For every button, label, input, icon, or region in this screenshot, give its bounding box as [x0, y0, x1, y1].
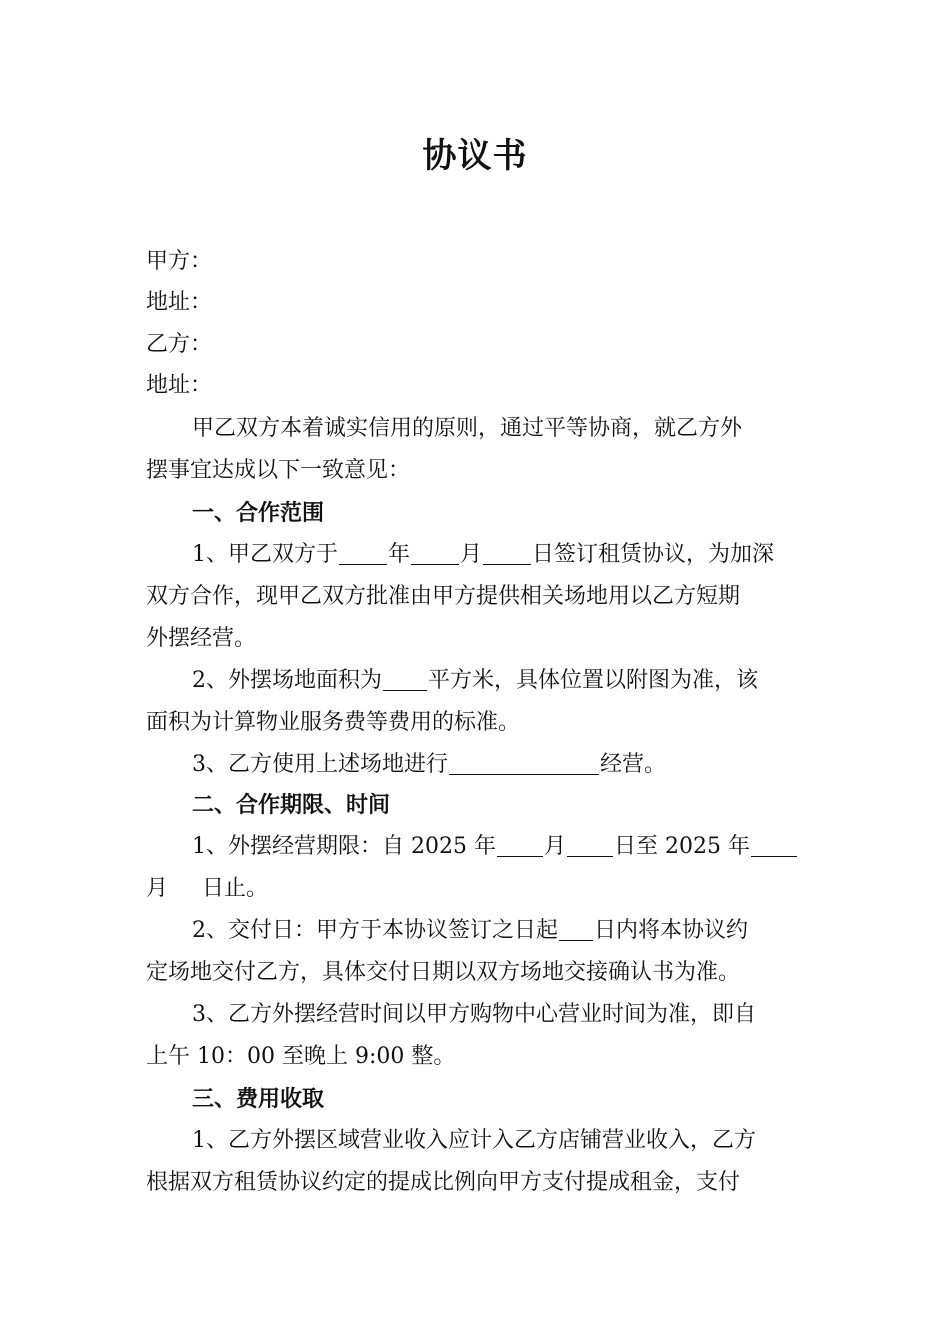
intro-line-1: 甲乙双方本着诚实信用的原则，通过平等协商，就乙方外 [192, 416, 743, 441]
blank-year [339, 542, 387, 565]
blank-start-month [497, 834, 543, 857]
s1-clause-1-line-3: 外摆经营。 [146, 626, 257, 651]
document-title: 协议书 [422, 136, 528, 176]
blank-start-day [567, 834, 613, 857]
blank-area [383, 668, 427, 691]
text-span: 经营。 [600, 752, 667, 777]
text-span: 月 [146, 876, 169, 901]
text-span: 平方米，具体位置以附图为准，该 [428, 668, 759, 693]
blank-month [411, 542, 459, 565]
section-2-heading: 二、合作期限、时间 [192, 792, 391, 818]
s2-clause-2-line-1 [192, 916, 806, 946]
s1-clause-1-line-1 [192, 540, 806, 570]
s1-clause-2-line-1 [192, 666, 806, 696]
text-span: 月 [460, 542, 483, 567]
text-span: 日至 2025 年 [614, 834, 750, 859]
s1-clause-3-line-1 [192, 750, 806, 780]
party-a-address-label: 地址： [146, 290, 213, 315]
party-b-label: 乙方： [146, 332, 213, 357]
text-span: 日内将本协议约 [594, 918, 749, 943]
blank-days [559, 918, 593, 941]
text-span: 1、外摆经营期限：自 2025 年 [192, 834, 496, 859]
text-span: 日签订租赁协议，为加深 [532, 542, 775, 567]
text-span: 2、交付日：甲方于本协议签订之日起 [192, 918, 558, 943]
section-3-heading: 三、费用收取 [192, 1086, 325, 1112]
text-span: 3、乙方使用上述场地进行 [192, 752, 448, 777]
s2-clause-3-line-1: 3、乙方外摆经营时间以甲方购物中心营业时间为准，即自 [192, 1002, 756, 1027]
s2-clause-2-line-2: 定场地交付乙方，具体交付日期以双方场地交接确认书为准。 [146, 960, 741, 985]
s3-clause-1-line-2: 根据双方租赁协议约定的提成比例向甲方支付提成租金，支付 [146, 1170, 741, 1195]
s2-clause-1-line-2 [146, 874, 806, 904]
text-span: 日止。 [202, 876, 269, 901]
blank-end-month [751, 834, 797, 857]
text-span: 2、外摆场地面积为 [192, 668, 382, 693]
intro-line-2: 摆事宜达成以下一致意见： [146, 458, 411, 483]
text-span: 月 [543, 834, 566, 859]
blank-day [483, 542, 531, 565]
s1-clause-2-line-2: 面积为计算物业服务费等费用的标准。 [146, 710, 521, 735]
s1-clause-1-line-2: 双方合作，现甲乙双方批准由甲方提供相关场地用以乙方短期 [146, 584, 741, 609]
section-1-heading: 一、合作范围 [192, 500, 325, 526]
s3-clause-1-line-1: 1、乙方外摆区域营业收入应计入乙方店铺营业收入，乙方 [192, 1128, 756, 1153]
text-span: 年 [388, 542, 411, 567]
text-span: 1、甲乙双方于 [192, 542, 338, 567]
party-a-label: 甲方： [146, 249, 213, 274]
s2-clause-1-line-1 [192, 832, 806, 862]
blank-business-type [449, 752, 599, 775]
party-b-address-label: 地址： [146, 373, 213, 398]
s2-clause-3-line-2: 上午 10：00 至晚上 9:00 整。 [146, 1044, 456, 1069]
